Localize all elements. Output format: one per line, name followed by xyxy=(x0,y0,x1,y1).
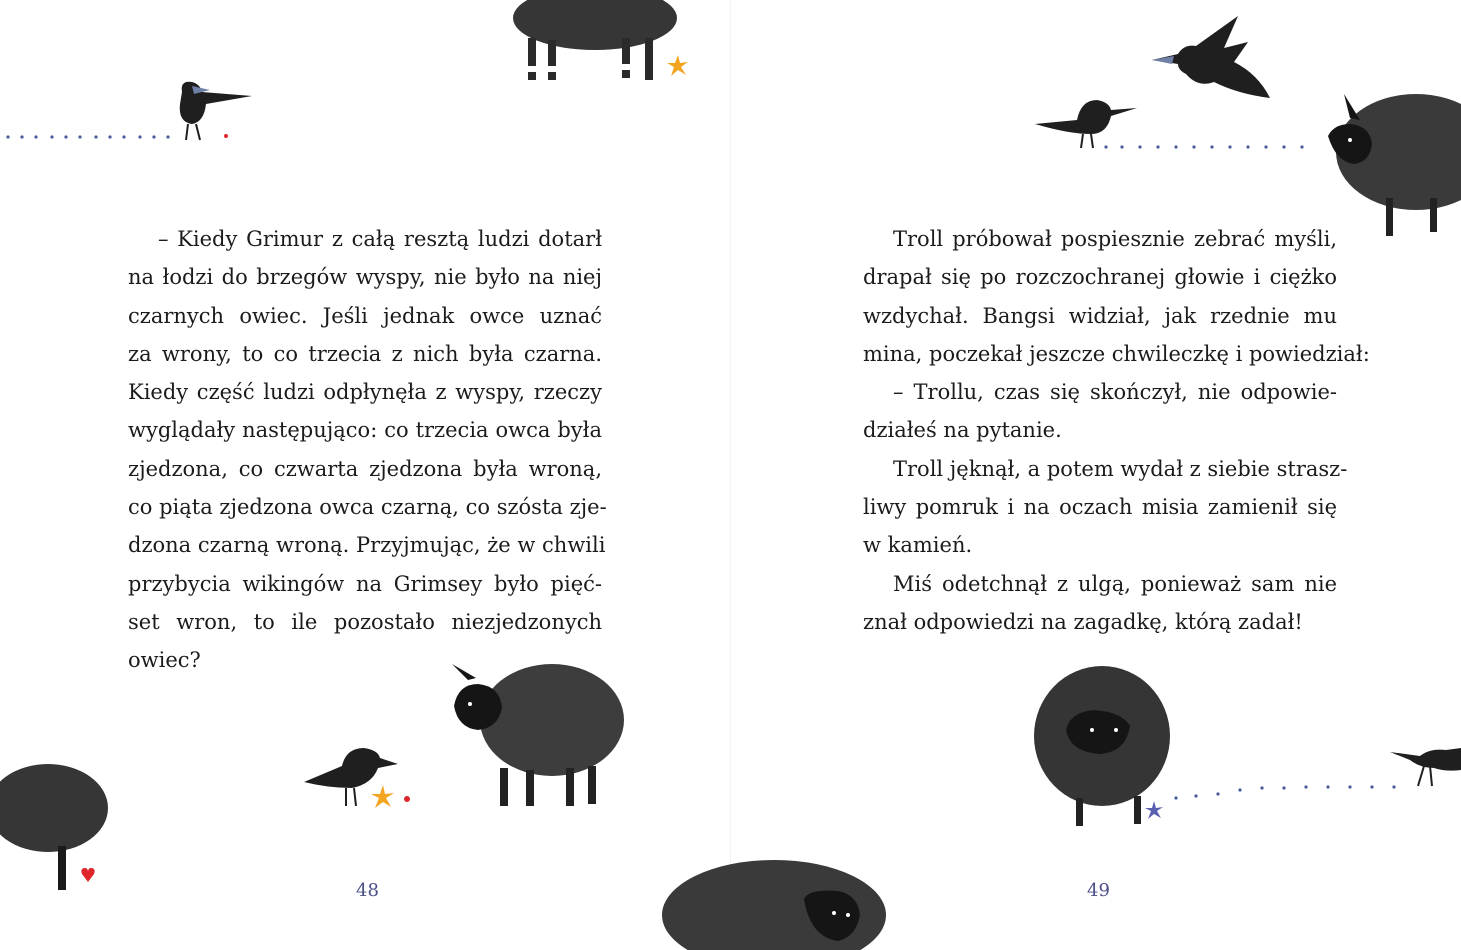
text-line: set wron, to ile pozostało niezjedzonych xyxy=(128,609,602,634)
text-line: – Trollu, czas się skończył, nie odpowie- xyxy=(893,380,1337,405)
text-line: za wrony, to co trzecia z nich była czarna. xyxy=(128,341,602,366)
text-line: dzona czarną wroną. Przyjmując, że w chwili xyxy=(128,533,606,558)
text-line: – Kiedy Grimur z całą resztą ludzi dotarł xyxy=(158,227,602,251)
crow-icon xyxy=(170,78,260,148)
text-line: Troll jęknął, a potem wydał z siebie strasz- xyxy=(893,456,1348,481)
text-line: wyglądały następująco: co trzecia owca była xyxy=(128,418,602,443)
sheep-icon xyxy=(662,855,912,950)
text-line: przybycia wikingów na Grimsey było pięć- xyxy=(128,571,602,596)
text-line: liwy pomruk i na oczach misia zamienił się xyxy=(863,495,1337,520)
text-line: co piąta zjedzona owca czarną, co szósta zje- xyxy=(128,495,607,520)
dotted-trail xyxy=(0,132,180,142)
dotted-trail xyxy=(1170,782,1420,802)
heart-icon xyxy=(80,866,96,884)
text-line: czarnych owiec. Jeśli jednak owce uznać xyxy=(128,303,602,328)
sheep-icon xyxy=(1320,88,1461,238)
sheep-icon xyxy=(448,660,633,810)
text-line: Kiedy część ludzi odpłynęła z wyspy, rzeczy xyxy=(128,380,602,405)
text-line: mina, poczekał jeszcze chwileczkę i powiedział: xyxy=(863,341,1370,366)
text-line: wzdychał. Bangsi widział, jak rzednie mu xyxy=(863,303,1337,328)
crow-icon xyxy=(1390,744,1461,794)
text-line: działeś na pytanie. xyxy=(863,418,1062,443)
text-line: w kamień. xyxy=(863,533,973,558)
text-line: Troll próbował pospiesznie zebrać myśli, xyxy=(893,227,1337,251)
text-line: owiec? xyxy=(128,648,201,673)
text-line: na łodzi do brzegów wyspy, nie było na niej xyxy=(128,265,602,290)
text-line: znał odpowiedzi na zagadkę, którą zadał! xyxy=(863,609,1303,634)
text-line: Miś odetchnął z ulgą, ponieważ sam nie xyxy=(893,571,1337,596)
text-line: zjedzona, co czwarta zjedzona była wroną, xyxy=(128,456,602,481)
dotted-trail xyxy=(1100,142,1330,152)
right-page-text xyxy=(863,220,1370,641)
left-page-text xyxy=(128,220,607,680)
crow-icon xyxy=(1148,12,1273,107)
text-line: drapał się po rozczochranej głowie i ciężko xyxy=(863,265,1337,290)
star-icon xyxy=(666,54,690,78)
page-number: 49 xyxy=(1087,880,1110,901)
dot-mark xyxy=(402,794,412,804)
crow-icon xyxy=(1025,90,1125,150)
star-icon xyxy=(370,784,396,810)
page-number: 48 xyxy=(356,880,379,901)
star-icon xyxy=(1144,800,1164,820)
